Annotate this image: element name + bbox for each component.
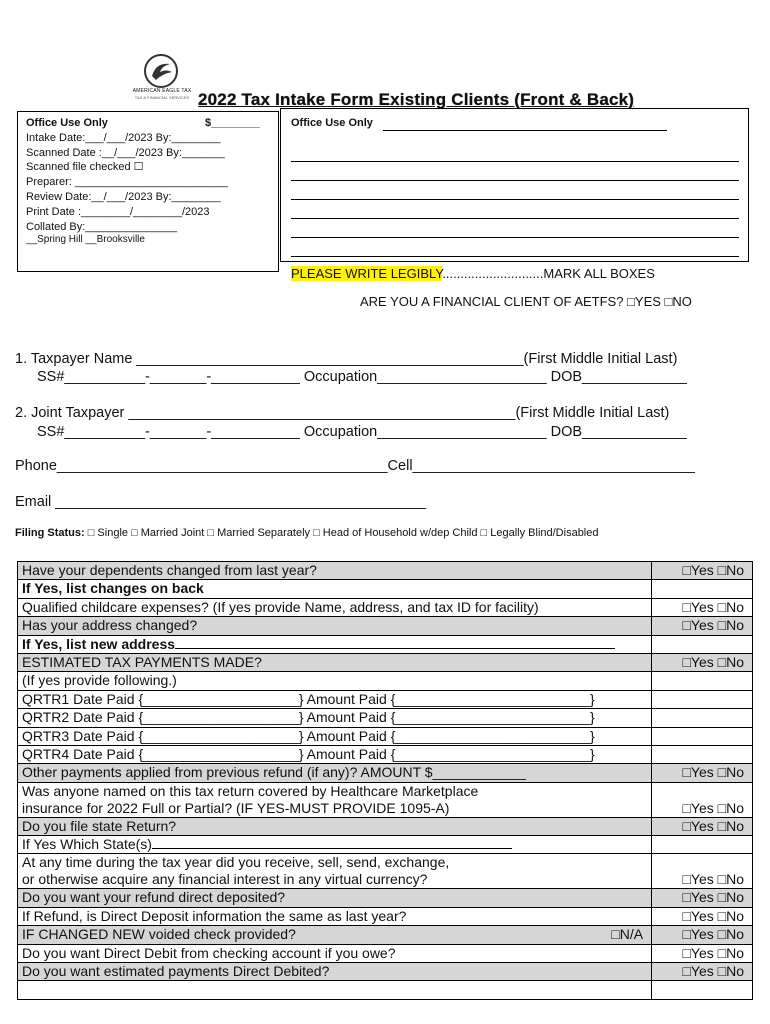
question-line: Was anyone named on this tax return covered by Healthcare Marketplace [22, 782, 479, 799]
question-text [18, 782, 652, 817]
question-line: or otherwise acquire any financial interest in any virtual currency? [22, 871, 428, 888]
question-row [18, 926, 652, 944]
yes-no-checkboxes[interactable]: □Yes □No [652, 854, 753, 889]
joint-taxpayer-id-line[interactable]: SS#__________-_______-___________ Occupation_____________________ DOB_____________ [37, 424, 687, 440]
qrtr1-line[interactable]: QRTR1 Date Paid {____________________} Amount Paid {_________________________} [18, 690, 652, 708]
filing-status-options[interactable]: □ Single □ Married Joint □ Married Separately □ Head of Household w/dep Child □ Legally Blind/Disabled [87, 527, 599, 539]
logo-name: AMERICAN EAGLE TAX [132, 88, 192, 94]
question-text [18, 854, 652, 889]
yes-no-checkboxes[interactable]: □Yes □No [652, 782, 753, 817]
office-use-right-box [280, 108, 749, 262]
yes-no-checkboxes[interactable]: □Yes □No [652, 944, 753, 962]
yes-no-checkboxes[interactable]: □Yes □No [652, 817, 753, 835]
question-text: If Yes Which State(s) [22, 836, 152, 853]
office-line[interactable]: Preparer: _________________________ [26, 176, 228, 189]
office-note-line[interactable] [291, 199, 739, 200]
questions-table [17, 561, 753, 1000]
office-note-line[interactable] [291, 218, 739, 219]
office-line[interactable]: Intake Date:___/___/2023 By:________ [26, 131, 221, 144]
question-text: Qualified childcare expenses? (If yes provide Name, address, and tax ID for facility) [18, 598, 652, 616]
na-checkbox[interactable]: □N/A [611, 926, 644, 943]
filing-status[interactable] [15, 527, 599, 539]
filing-status-label: Filing Status: [15, 527, 85, 539]
taxpayer-name-line[interactable]: 1. Taxpayer Name ________________________________________________(First Middle Initial Last) [15, 351, 678, 367]
email-line[interactable]: Email ______________________________________________ [15, 494, 427, 510]
joint-taxpayer-name-line[interactable]: 2. Joint Taxpayer ________________________________________________(First Middle Initial Last) [15, 405, 670, 421]
office-note-line[interactable] [383, 130, 667, 131]
office-use-left-box [17, 111, 279, 272]
new-address-field[interactable] [18, 635, 652, 653]
state-line[interactable] [152, 836, 512, 849]
question-text: Do you want Direct Debit from checking account if you owe? [18, 944, 652, 962]
office-use-heading: Office Use Only [26, 117, 108, 129]
question-line: insurance for 2022 Full or Partial? (IF YES-MUST PROVIDE 1095-A) [22, 799, 450, 816]
office-note-line[interactable] [291, 161, 739, 162]
logo-icon [144, 54, 178, 88]
question-text: Do you want your refund direct deposited? [18, 889, 652, 907]
qrtr3-line[interactable]: QRTR3 Date Paid {____________________} Amount Paid {_________________________} [18, 727, 652, 745]
qrtr2-line[interactable]: QRTR2 Date Paid {____________________} Amount Paid {_________________________} [18, 709, 652, 727]
yes-no-checkboxes[interactable]: □Yes □No [652, 889, 753, 907]
office-line[interactable]: Collated By:_______________ [26, 220, 178, 233]
logo-subtitle: TAX & FINANCIAL SERVICES [134, 95, 190, 100]
yes-no-checkboxes[interactable]: □Yes □No [652, 562, 753, 580]
office-use-right-heading: Office Use Only [291, 117, 373, 129]
office-note-line[interactable] [291, 180, 739, 181]
office-line[interactable]: Print Date :________/________/2023 [26, 205, 210, 218]
yes-no-checkboxes[interactable]: □Yes □No [652, 907, 753, 925]
question-text: Do you want estimated payments Direct Debited? [18, 963, 652, 981]
yes-no-checkboxes[interactable]: □Yes □No [652, 926, 753, 944]
mark-all-boxes: ............................MARK ALL BOXES [442, 266, 655, 281]
page-title: 2022 Tax Intake Form Existing Clients (Front & Back) [198, 90, 635, 109]
financial-client-question[interactable]: ARE YOU A FINANCIAL CLIENT OF AETFS? □YES □NO [360, 294, 692, 309]
blank-row[interactable] [18, 981, 652, 999]
office-note-line[interactable] [291, 237, 739, 238]
state-field[interactable] [18, 836, 652, 854]
question-text: If Yes, list new address [22, 635, 176, 652]
legibly-notice [291, 266, 655, 281]
yes-no-checkboxes[interactable]: □Yes □No [652, 653, 753, 671]
question-text: Do you file state Return? [18, 817, 652, 835]
office-line[interactable]: Scanned file checked ☐ [26, 161, 144, 174]
question-text: Have your dependents changed from last year? [18, 562, 652, 580]
question-text: Has your address changed? [18, 617, 652, 635]
office-line[interactable]: Review Date:__/___/2023 By:________ [26, 190, 221, 203]
question-line: At any time during the tax year did you receive, sell, send, exchange, [22, 854, 450, 871]
yes-no-checkboxes[interactable]: □Yes □No [652, 598, 753, 616]
yes-no-checkboxes[interactable]: □Yes □No [652, 617, 753, 635]
office-use-dollar: $________ [204, 117, 260, 129]
qrtr4-line[interactable]: QRTR4 Date Paid {____________________} Amount Paid {_________________________} [18, 745, 652, 763]
office-note-line[interactable] [291, 256, 739, 257]
taxpayer-id-line[interactable]: SS#__________-_______-___________ Occupation_____________________ DOB_____________ [37, 369, 687, 385]
office-location[interactable]: __Spring Hill __Brooksville [26, 234, 145, 246]
yes-no-checkboxes[interactable]: □Yes □No [652, 963, 753, 981]
new-address-line[interactable] [175, 636, 615, 649]
question-text: IF CHANGED NEW voided check provided? [22, 926, 296, 943]
question-text[interactable]: Other payments applied from previous refund (if any)? AMOUNT $____________ [18, 764, 652, 782]
question-text: If Refund, is Direct Deposit information the same as last year? [18, 907, 652, 925]
question-text: ESTIMATED TAX PAYMENTS MADE? [18, 653, 652, 671]
phone-cell-line[interactable]: Phone_________________________________________Cell___________________________________ [15, 458, 695, 474]
question-text: If Yes, list changes on back [18, 580, 652, 598]
question-text: (If yes provide following.) [18, 672, 652, 690]
yes-no-checkboxes[interactable]: □Yes □No [652, 764, 753, 782]
office-line[interactable]: Scanned Date :__/___/2023 By:_______ [26, 146, 225, 159]
yes-no-checkboxes [652, 580, 753, 598]
legibly-highlight: PLEASE WRITE LEGIBLY [291, 266, 443, 281]
